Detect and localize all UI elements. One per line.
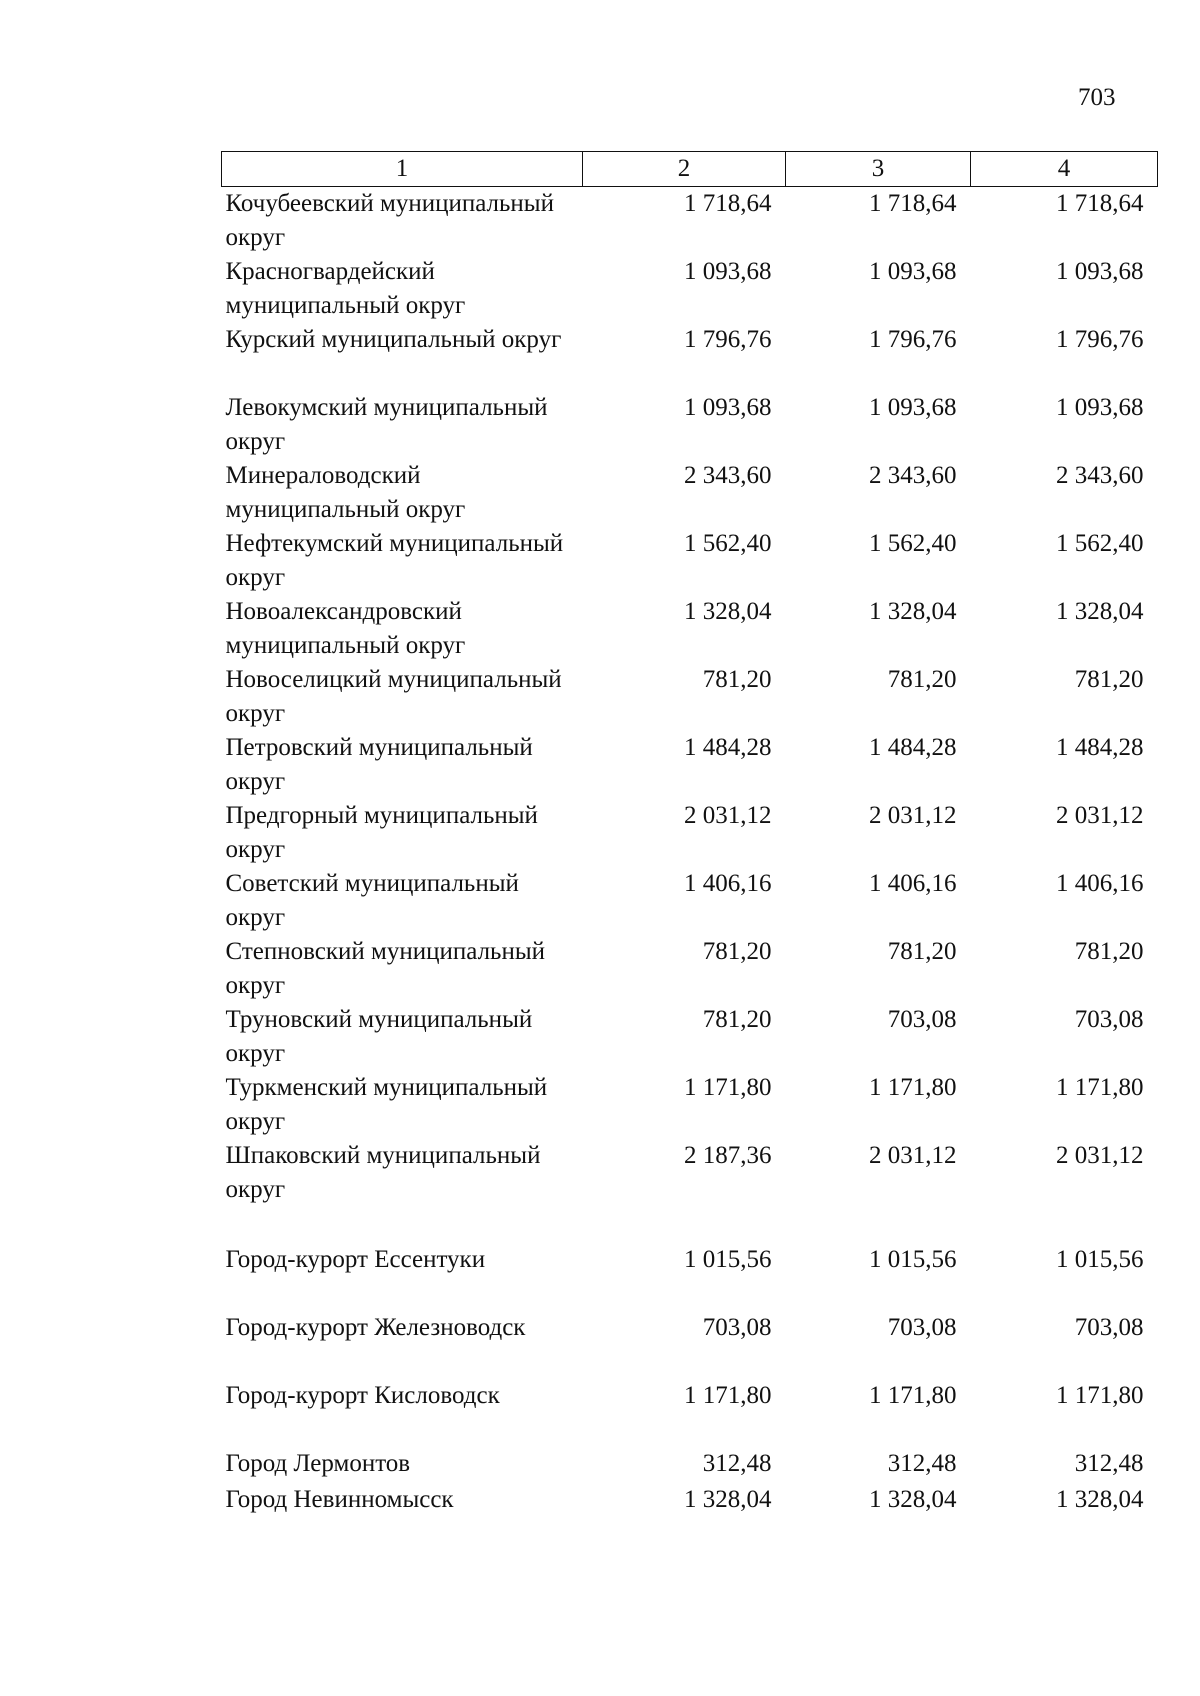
row-value-col2: 1 484,28: [684, 734, 772, 761]
column-header-3: 3: [786, 152, 971, 187]
row-value-col2: 1 328,04: [684, 598, 772, 625]
row-value-col3: 2 031,12: [869, 1142, 957, 1169]
row-value-col4: 1 015,56: [1056, 1246, 1144, 1273]
row-value-col4: 1 093,68: [1056, 258, 1144, 285]
table-row: [222, 935, 1158, 1003]
table-row: [222, 663, 1158, 731]
table-header: [222, 152, 1158, 187]
column-header-1: 1: [222, 152, 583, 187]
row-name: Нефтекумский муниципальный округ: [225, 530, 564, 591]
row-value-col4: 2 031,12: [1056, 802, 1144, 829]
table-row: [222, 1071, 1158, 1139]
row-value-col2: 1 562,40: [684, 530, 772, 557]
row-value-col4: 1 328,04: [1056, 598, 1144, 625]
row-value-col3: 781,20: [887, 938, 957, 965]
row-value-col4: 1 484,28: [1056, 734, 1144, 761]
row-name: Красногвардейский муниципальный округ: [225, 258, 466, 319]
row-name: Город-курорт Кисловодск: [225, 1382, 500, 1409]
row-value-col2: 1 796,76: [684, 326, 772, 353]
row-value-col3: 781,20: [887, 666, 957, 693]
row-name: Степновский муниципальный округ: [225, 938, 545, 999]
row-name: Город Невинномысск: [225, 1486, 454, 1513]
row-value-col3: 703,08: [887, 1006, 957, 1033]
row-value-col4: 703,08: [1074, 1006, 1144, 1033]
row-value-col2: 1 171,80: [684, 1074, 772, 1101]
row-name: Город-курорт Железноводск: [225, 1314, 526, 1341]
table-row: [222, 595, 1158, 663]
row-value-col2: 781,20: [702, 666, 772, 693]
row-value-col2: 2 187,36: [684, 1142, 772, 1169]
row-value-col3: 1 093,68: [869, 394, 957, 421]
row-value-col3: 1 718,64: [869, 190, 957, 217]
row-value-col4: 1 328,04: [1056, 1486, 1144, 1513]
table-row: [222, 1447, 1158, 1483]
table-row: [222, 1003, 1158, 1071]
row-value-col2: 1 718,64: [684, 190, 772, 217]
table-row: [222, 799, 1158, 867]
header-row: [222, 152, 1158, 187]
row-name: Минераловодский муниципальный округ: [225, 462, 466, 523]
row-value-col4: 2 031,12: [1056, 1142, 1144, 1169]
table-row: [222, 731, 1158, 799]
row-value-col2: 1 406,16: [684, 870, 772, 897]
row-value-col2: 2 343,60: [684, 462, 772, 489]
row-value-col4: 781,20: [1074, 938, 1144, 965]
row-value-col3: 1 171,80: [869, 1074, 957, 1101]
table-row: [222, 391, 1158, 459]
row-value-col2: 1 015,56: [684, 1246, 772, 1273]
row-name: Город-курорт Ессентуки: [225, 1246, 486, 1273]
column-header-2: 2: [583, 152, 786, 187]
spacer-cell: [222, 1207, 1158, 1243]
row-value-col4: 1 093,68: [1056, 394, 1144, 421]
spacer-row: [222, 1207, 1158, 1243]
row-name: Труновский муниципальный округ: [225, 1006, 533, 1067]
row-value-col3: 1 328,04: [869, 1486, 957, 1513]
table-row: [222, 527, 1158, 595]
table-row: [222, 187, 1158, 256]
row-value-col4: 703,08: [1074, 1314, 1144, 1341]
row-value-col2: 781,20: [702, 1006, 772, 1033]
row-value-col2: 2 031,12: [684, 802, 772, 829]
row-value-col4: 1 796,76: [1056, 326, 1144, 353]
row-value-col4: 781,20: [1074, 666, 1144, 693]
row-value-col2: 781,20: [702, 938, 772, 965]
row-name: Кочубеевский муниципальный округ: [225, 190, 554, 251]
row-value-col4: 1 562,40: [1056, 530, 1144, 557]
table-row: [222, 1379, 1158, 1447]
row-value-col3: 312,48: [887, 1450, 957, 1477]
row-value-col4: 1 406,16: [1056, 870, 1144, 897]
row-value-col4: 1 171,80: [1056, 1382, 1144, 1409]
row-value-col3: 703,08: [887, 1314, 957, 1341]
row-name: Город Лермонтов: [225, 1450, 411, 1477]
row-value-col4: 1 718,64: [1056, 190, 1144, 217]
table-row: [222, 1483, 1158, 1519]
row-value-col2: 703,08: [702, 1314, 772, 1341]
row-name: Петровский муниципальный округ: [225, 734, 533, 795]
row-value-col3: 1 406,16: [869, 870, 957, 897]
table-row: [222, 459, 1158, 527]
row-value-col3: 1 562,40: [869, 530, 957, 557]
row-value-col2: 1 328,04: [684, 1486, 772, 1513]
row-value-col2: 1 093,68: [684, 258, 772, 285]
row-value-col3: 1 328,04: [869, 598, 957, 625]
row-value-col3: 1 015,56: [869, 1246, 957, 1273]
row-value-col4: 2 343,60: [1056, 462, 1144, 489]
table-body: [222, 187, 1158, 1520]
table-row: [222, 1311, 1158, 1379]
row-value-col3: 2 343,60: [869, 462, 957, 489]
row-name: Новоалександровский муниципальный округ: [225, 598, 466, 659]
row-name: Курский муниципальный округ: [225, 326, 562, 353]
table-row: [222, 867, 1158, 935]
row-value-col3: 1 796,76: [869, 326, 957, 353]
column-header-4: 4: [971, 152, 1158, 187]
row-value-col3: 1 093,68: [869, 258, 957, 285]
row-name: Новоселицкий муниципальный округ: [225, 666, 562, 727]
row-value-col2: 312,48: [702, 1450, 772, 1477]
row-value-col2: 1 171,80: [684, 1382, 772, 1409]
table-row: [222, 323, 1158, 391]
row-name: Туркменский муниципальный округ: [225, 1074, 548, 1135]
row-name: Шпаковский муниципальный округ: [225, 1142, 541, 1203]
row-value-col2: 1 093,68: [684, 394, 772, 421]
row-value-col4: 312,48: [1074, 1450, 1144, 1477]
row-value-col3: 1 484,28: [869, 734, 957, 761]
row-name: Советский муниципальный округ: [225, 870, 519, 931]
row-value-col4: 1 171,80: [1056, 1074, 1144, 1101]
data-table: [221, 151, 1158, 1519]
row-value-col3: 2 031,12: [869, 802, 957, 829]
row-name: Предгорный муниципальный округ: [225, 802, 538, 863]
page-number: 703: [1078, 84, 1116, 111]
table-row: [222, 1243, 1158, 1311]
table-row: [222, 255, 1158, 323]
row-name: Левокумский муниципальный округ: [225, 394, 548, 455]
row-value-col3: 1 171,80: [869, 1382, 957, 1409]
table-row: [222, 1139, 1158, 1207]
